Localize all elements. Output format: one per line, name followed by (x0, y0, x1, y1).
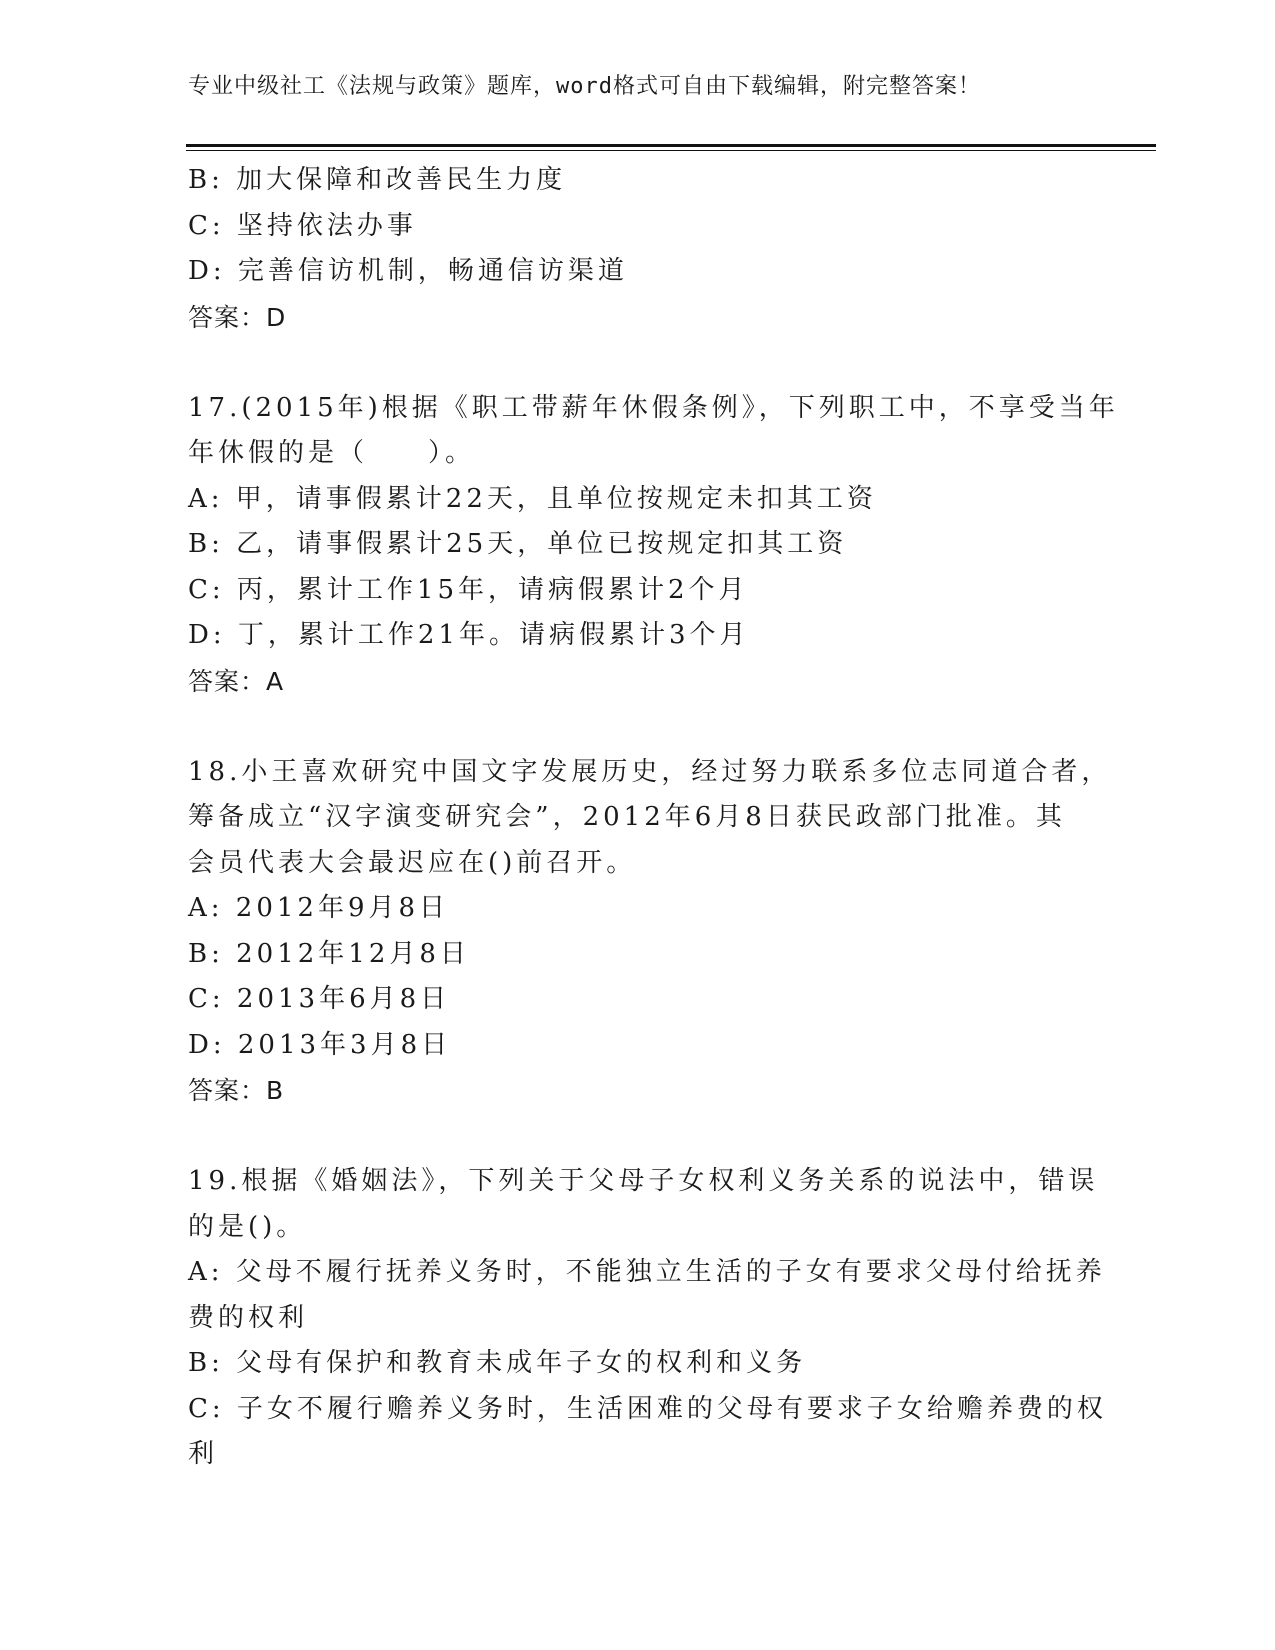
question-19-option-c: C: 子女不履行赡养义务时，生活困难的父母有要求子女给赡养费的权 (188, 1393, 1107, 1424)
question-17-answer: 答案：A (188, 666, 285, 696)
spacer (188, 1114, 1088, 1160)
option-d: D: 完善信访机制，畅通信访渠道 (188, 256, 628, 286)
question-19-stem: 19.根据《婚姻法》，下列关于父母子女权利义务关系的说法中，错误 (188, 1166, 1099, 1196)
question-18-option-a: A: 2012年9月8日 (188, 893, 450, 923)
question-18-option-c: C: 2013年6月8日 (188, 984, 451, 1014)
question-18-stem-cont: 筹备成立“汉字演变研究会”，2012年6月8日获民政部门批准。其 (188, 802, 1066, 832)
question-18-answer: 答案：B (188, 1076, 285, 1105)
question-17-option-b: B: 乙，请事假累计25天，单位已按规定扣其工资 (188, 529, 848, 559)
answer: 答案：D (188, 302, 287, 332)
header-rule-thick (186, 144, 1156, 147)
question-17-option-c: C: 丙，累计工作15年，请病假累计2个月 (188, 574, 749, 605)
question-17-stem: 17.(2015年)根据《职工带薪年休假条例》，下列职工中，不享受当年 (188, 392, 1119, 423)
question-18-stem: 18.小王喜欢研究中国文字发展历史，经过努力联系多位志同道合者， (188, 756, 1112, 787)
question-18-option-d: D: 2013年3月8日 (188, 1029, 452, 1060)
question-19-option-c-cont: 利 (188, 1439, 219, 1469)
question-19-option-a-cont: 费的权利 (188, 1302, 309, 1333)
option-c: C: 坚持依法办事 (188, 210, 417, 241)
question-19-option-a: A: 父母不履行抚养义务时，不能独立生活的子女有要求父母付给抚养 (188, 1257, 1106, 1287)
spacer (188, 340, 1088, 386)
question-17-option-a: A: 甲，请事假累计22天，且单位按规定未扣其工资 (188, 483, 877, 514)
question-17-stem-cont: 年休假的是（ ）。 (188, 438, 476, 468)
question-17-option-d: D: 丁，累计工作21年。请病假累计3个月 (188, 620, 750, 650)
question-18-stem-cont: 会员代表大会最迟应在()前召开。 (188, 847, 637, 878)
question-19-option-b: B: 父母有保护和教育未成年子女的权利和义务 (188, 1348, 807, 1378)
spacer (188, 704, 1088, 750)
page-header: 专业中级社工《法规与政策》题库，word格式可自由下载编辑，附完整答案！ (188, 74, 981, 99)
question-19-stem-cont: 的是()。 (188, 1211, 307, 1242)
option-b: B: 加大保障和改善民生力度 (188, 165, 567, 195)
header-rule-thin (186, 150, 1156, 151)
question-content (188, 158, 1119, 1478)
question-18-option-b: B: 2012年12月8日 (188, 938, 470, 969)
